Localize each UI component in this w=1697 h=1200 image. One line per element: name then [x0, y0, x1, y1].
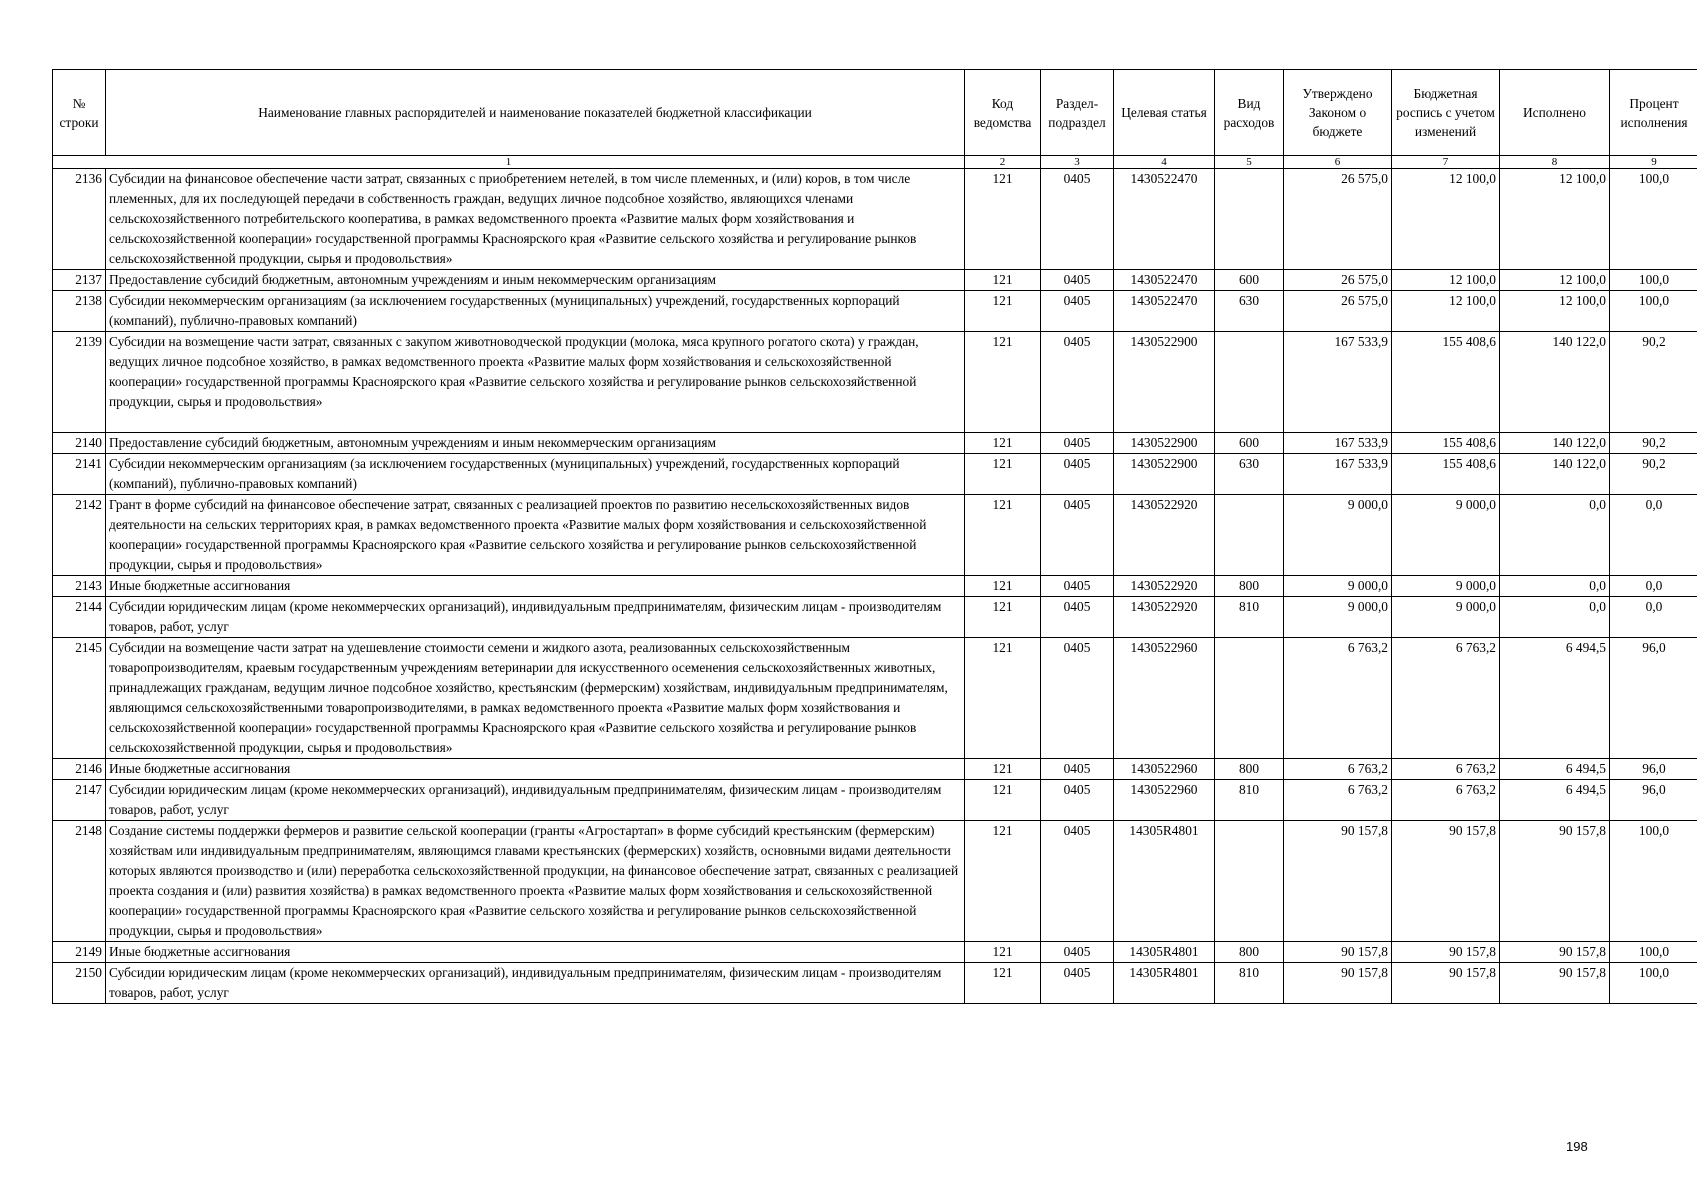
row-budget-list: 12 100,0 [1392, 169, 1500, 270]
table-row [53, 454, 1697, 495]
row-executed: 12 100,0 [1500, 270, 1610, 291]
row-number: 2137 [53, 270, 106, 291]
row-number: 2145 [53, 638, 106, 759]
column-number: 2 [965, 156, 1041, 169]
row-target: 14305R4801 [1114, 942, 1215, 963]
row-section: 0405 [1041, 291, 1114, 332]
row-exp-type [1215, 332, 1284, 433]
row-budget-list: 12 100,0 [1392, 291, 1500, 332]
row-section: 0405 [1041, 942, 1114, 963]
column-number: 6 [1284, 156, 1392, 169]
row-number: 2149 [53, 942, 106, 963]
row-executed: 0,0 [1500, 597, 1610, 638]
budget-report-sheet [52, 69, 1688, 1004]
row-exp-type: 810 [1215, 780, 1284, 821]
row-target: 1430522470 [1114, 169, 1215, 270]
header-section: Раздел-подраздел [1041, 70, 1114, 156]
header-executed: Исполнено [1500, 70, 1610, 156]
row-budget-list: 155 408,6 [1392, 433, 1500, 454]
row-dept-code: 121 [965, 495, 1041, 576]
column-number: 4 [1114, 156, 1215, 169]
row-approved: 90 157,8 [1284, 821, 1392, 942]
row-approved: 90 157,8 [1284, 942, 1392, 963]
header-approved: Утверждено Законом о бюджете [1284, 70, 1392, 156]
row-executed: 90 157,8 [1500, 821, 1610, 942]
row-exp-type: 630 [1215, 291, 1284, 332]
row-name: Иные бюджетные ассигнования [106, 759, 965, 780]
column-number: 5 [1215, 156, 1284, 169]
row-exp-type: 800 [1215, 759, 1284, 780]
row-exp-type [1215, 169, 1284, 270]
header-percent: Процент исполнения [1610, 70, 1697, 156]
row-section: 0405 [1041, 821, 1114, 942]
row-executed: 6 494,5 [1500, 759, 1610, 780]
table-row [53, 942, 1697, 963]
row-budget-list: 9 000,0 [1392, 597, 1500, 638]
row-executed: 140 122,0 [1500, 332, 1610, 433]
row-name: Иные бюджетные ассигнования [106, 576, 965, 597]
row-number: 2148 [53, 821, 106, 942]
row-approved: 6 763,2 [1284, 759, 1392, 780]
row-approved: 9 000,0 [1284, 597, 1392, 638]
row-executed: 6 494,5 [1500, 638, 1610, 759]
row-approved: 9 000,0 [1284, 576, 1392, 597]
row-percent: 96,0 [1610, 759, 1697, 780]
header-exp-type: Вид расходов [1215, 70, 1284, 156]
row-target: 1430522920 [1114, 576, 1215, 597]
row-section: 0405 [1041, 576, 1114, 597]
row-budget-list: 155 408,6 [1392, 332, 1500, 433]
row-dept-code: 121 [965, 942, 1041, 963]
row-dept-code: 121 [965, 433, 1041, 454]
table-row [53, 780, 1697, 821]
row-name: Субсидии юридическим лицам (кроме некоммерческих организаций), индивидуальным предпринимателям, физическим лицам - производителям товаров, работ, услуг [106, 597, 965, 638]
table-row [53, 291, 1697, 332]
row-number: 2146 [53, 759, 106, 780]
row-section: 0405 [1041, 169, 1114, 270]
row-name: Субсидии на возмещение части затрат, связанных с закупом животноводческой продукции (молока, мяса крупного рогатого скота) у граждан, ведущих личное подсобное хозяйство, в рамках ведомственного проекта «Развитие малых форм хозяйствования и сельскохозяйственной кооперации» государственной программы Красноярского края «Развитие сельского хозяйства и регулирование рынков сельскохозяйственной продукции, сырья и продовольствия» [106, 332, 965, 433]
table-row [53, 270, 1697, 291]
row-approved: 167 533,9 [1284, 454, 1392, 495]
row-target: 1430522920 [1114, 495, 1215, 576]
row-name: Субсидии на финансовое обеспечение части затрат, связанных с приобретением нетелей, в том числе племенных, и (или) коров, в том числе племенных, для их последующей передачи в собственность граждан, ведущих личное подсобное хозяйство, являющихся членами сельскохозяйственного потребительского кооператива, в рамках ведомственного проекта «Развитие малых форм хозяйствования и сельскохозяйственной кооперации» государственной программы Красноярского края «Развитие сельского хозяйства и регулирование рынков сельскохозяйственной продукции, сырья и продовольствия» [106, 169, 965, 270]
row-percent: 100,0 [1610, 821, 1697, 942]
row-exp-type: 800 [1215, 576, 1284, 597]
row-percent: 90,2 [1610, 454, 1697, 495]
row-percent: 96,0 [1610, 780, 1697, 821]
row-executed: 12 100,0 [1500, 291, 1610, 332]
row-budget-list: 6 763,2 [1392, 780, 1500, 821]
row-executed: 140 122,0 [1500, 454, 1610, 495]
row-name: Субсидии юридическим лицам (кроме некоммерческих организаций), индивидуальным предпринимателям, физическим лицам - производителям товаров, работ, услуг [106, 780, 965, 821]
row-exp-type: 800 [1215, 942, 1284, 963]
row-approved: 9 000,0 [1284, 495, 1392, 576]
row-dept-code: 121 [965, 270, 1041, 291]
row-exp-type: 600 [1215, 270, 1284, 291]
row-name: Субсидии некоммерческим организациям (за исключением государственных (муниципальных) учреждений, государственных корпораций (компаний), публично-правовых компаний) [106, 291, 965, 332]
row-dept-code: 121 [965, 963, 1041, 1004]
row-executed: 12 100,0 [1500, 169, 1610, 270]
header-row-no: № строки [53, 70, 106, 156]
row-exp-type [1215, 821, 1284, 942]
row-target: 1430522470 [1114, 270, 1215, 291]
row-exp-type: 810 [1215, 597, 1284, 638]
row-approved: 26 575,0 [1284, 169, 1392, 270]
column-number: 3 [1041, 156, 1114, 169]
row-section: 0405 [1041, 638, 1114, 759]
row-section: 0405 [1041, 780, 1114, 821]
row-target: 1430522960 [1114, 759, 1215, 780]
row-percent: 100,0 [1610, 291, 1697, 332]
row-section: 0405 [1041, 270, 1114, 291]
row-dept-code: 121 [965, 454, 1041, 495]
row-target: 1430522960 [1114, 638, 1215, 759]
row-approved: 90 157,8 [1284, 963, 1392, 1004]
row-percent: 0,0 [1610, 597, 1697, 638]
row-percent: 90,2 [1610, 433, 1697, 454]
column-number: 9 [1610, 156, 1697, 169]
header-name: Наименование главных распорядителей и наименование показателей бюджетной классификации [106, 70, 965, 156]
row-budget-list: 9 000,0 [1392, 576, 1500, 597]
row-number: 2140 [53, 433, 106, 454]
row-exp-type: 810 [1215, 963, 1284, 1004]
row-target: 1430522960 [1114, 780, 1215, 821]
row-target: 1430522900 [1114, 454, 1215, 495]
header-row [53, 70, 1697, 156]
row-number: 2143 [53, 576, 106, 597]
row-dept-code: 121 [965, 332, 1041, 433]
row-percent: 100,0 [1610, 169, 1697, 270]
row-percent: 0,0 [1610, 495, 1697, 576]
row-approved: 6 763,2 [1284, 638, 1392, 759]
row-budget-list: 6 763,2 [1392, 759, 1500, 780]
row-approved: 167 533,9 [1284, 433, 1392, 454]
table-row [53, 495, 1697, 576]
table-row [53, 759, 1697, 780]
row-dept-code: 121 [965, 821, 1041, 942]
table-row [53, 963, 1697, 1004]
header-budget-list: Бюджетная роспись с учетом изменений [1392, 70, 1500, 156]
row-name: Субсидии юридическим лицам (кроме некоммерческих организаций), индивидуальным предпринимателям, физическим лицам - производителям товаров, работ, услуг [106, 963, 965, 1004]
row-approved: 167 533,9 [1284, 332, 1392, 433]
row-target: 1430522900 [1114, 433, 1215, 454]
row-executed: 140 122,0 [1500, 433, 1610, 454]
row-executed: 90 157,8 [1500, 963, 1610, 1004]
row-name: Предоставление субсидий бюджетным, автономным учреждениям и иным некоммерческим организациям [106, 270, 965, 291]
row-budget-list: 90 157,8 [1392, 821, 1500, 942]
row-section: 0405 [1041, 433, 1114, 454]
row-target: 1430522470 [1114, 291, 1215, 332]
table-row [53, 576, 1697, 597]
row-dept-code: 121 [965, 597, 1041, 638]
row-dept-code: 121 [965, 759, 1041, 780]
row-budget-list: 6 763,2 [1392, 638, 1500, 759]
header-dept-code: Код ведомства [965, 70, 1041, 156]
row-budget-list: 90 157,8 [1392, 963, 1500, 1004]
row-executed: 6 494,5 [1500, 780, 1610, 821]
row-percent: 100,0 [1610, 942, 1697, 963]
budget-table [52, 69, 1697, 1004]
row-target: 1430522900 [1114, 332, 1215, 433]
column-number: 1 [53, 156, 965, 169]
row-approved: 26 575,0 [1284, 291, 1392, 332]
row-name: Субсидии некоммерческим организациям (за исключением государственных (муниципальных) учреждений, государственных корпораций (компаний), публично-правовых компаний) [106, 454, 965, 495]
row-budget-list: 9 000,0 [1392, 495, 1500, 576]
row-approved: 6 763,2 [1284, 780, 1392, 821]
row-dept-code: 121 [965, 638, 1041, 759]
row-executed: 90 157,8 [1500, 942, 1610, 963]
table-row [53, 332, 1697, 433]
row-number: 2136 [53, 169, 106, 270]
row-budget-list: 90 157,8 [1392, 942, 1500, 963]
row-budget-list: 155 408,6 [1392, 454, 1500, 495]
row-number: 2141 [53, 454, 106, 495]
table-row [53, 169, 1697, 270]
row-percent: 90,2 [1610, 332, 1697, 433]
row-section: 0405 [1041, 963, 1114, 1004]
row-number: 2139 [53, 332, 106, 433]
row-dept-code: 121 [965, 291, 1041, 332]
row-number: 2147 [53, 780, 106, 821]
table-row [53, 597, 1697, 638]
row-executed: 0,0 [1500, 495, 1610, 576]
row-percent: 0,0 [1610, 576, 1697, 597]
table-row [53, 433, 1697, 454]
row-approved: 26 575,0 [1284, 270, 1392, 291]
row-exp-type: 600 [1215, 433, 1284, 454]
row-section: 0405 [1041, 454, 1114, 495]
row-percent: 96,0 [1610, 638, 1697, 759]
row-percent: 100,0 [1610, 963, 1697, 1004]
header-target: Целевая статья [1114, 70, 1215, 156]
row-section: 0405 [1041, 495, 1114, 576]
row-name: Предоставление субсидий бюджетным, автономным учреждениям и иным некоммерческим организациям [106, 433, 965, 454]
row-name: Создание системы поддержки фермеров и развитие сельской кооперации (гранты «Агростартап» в форме субсидий крестьянским (фермерским) хозяйствам или индивидуальным предпринимателям, являющимся главами крестьянских (фермерских) хозяйств, основными видами деятельности которых являются производство и (или) переработка сельскохозяйственной продукции, на финансовое обеспечение затрат, связанных с реализацией проекта создания и (или) развития хозяйства) в рамках ведомственного проекта «Развитие малых форм хозяйствования и сельскохозяйственной кооперации» государственной программы Красноярского края «Развитие сельского хозяйства и регулирование рынков сельскохозяйственной продукции, сырья и продовольствия» [106, 821, 965, 942]
row-dept-code: 121 [965, 576, 1041, 597]
row-target: 1430522920 [1114, 597, 1215, 638]
column-number-row [53, 156, 1697, 169]
row-name: Грант в форме субсидий на финансовое обеспечение затрат, связанных с реализацией проектов по развитию несельскохозяйственных видов деятельности на сельских территориях края, в рамках ведомственного проекта «Развитие малых форм хозяйствования и сельскохозяйственной кооперации» государственной программы Красноярского края «Развитие сельского хозяйства и регулирование рынков сельскохозяйственной продукции, сырья и продовольствия» [106, 495, 965, 576]
row-exp-type [1215, 638, 1284, 759]
row-percent: 100,0 [1610, 270, 1697, 291]
row-name: Субсидии на возмещение части затрат на удешевление стоимости семени и жидкого азота, реализованных сельскохозяйственным товаропроизводителям, краевым государственным учреждениям ветеринарии для искусственного осеменения сельскохозяйственных животных, принадлежащих гражданам, ведущим личное подсобное хозяйство, крестьянским (фермерским) хозяйствам, индивидуальным предпринимателям, являющимся сельскохозяйственными товаропроизводителями, в рамках ведомственного проекта «Развитие малых форм хозяйствования и сельскохозяйственной кооперации» государственной программы Красноярского края «Развитие сельского хозяйства и регулирование рынков сельскохозяйственной продукции, сырья и продовольствия» [106, 638, 965, 759]
row-number: 2138 [53, 291, 106, 332]
row-number: 2144 [53, 597, 106, 638]
column-number: 8 [1500, 156, 1610, 169]
table-row [53, 638, 1697, 759]
row-dept-code: 121 [965, 169, 1041, 270]
row-exp-type [1215, 495, 1284, 576]
column-number: 7 [1392, 156, 1500, 169]
row-dept-code: 121 [965, 780, 1041, 821]
row-section: 0405 [1041, 597, 1114, 638]
row-target: 14305R4801 [1114, 963, 1215, 1004]
row-executed: 0,0 [1500, 576, 1610, 597]
row-target: 14305R4801 [1114, 821, 1215, 942]
row-number: 2142 [53, 495, 106, 576]
row-exp-type: 630 [1215, 454, 1284, 495]
row-budget-list: 12 100,0 [1392, 270, 1500, 291]
page-number: 198 [1566, 1139, 1588, 1154]
table-body [53, 169, 1697, 1004]
table-row [53, 821, 1697, 942]
row-section: 0405 [1041, 332, 1114, 433]
row-number: 2150 [53, 963, 106, 1004]
row-section: 0405 [1041, 759, 1114, 780]
row-name: Иные бюджетные ассигнования [106, 942, 965, 963]
